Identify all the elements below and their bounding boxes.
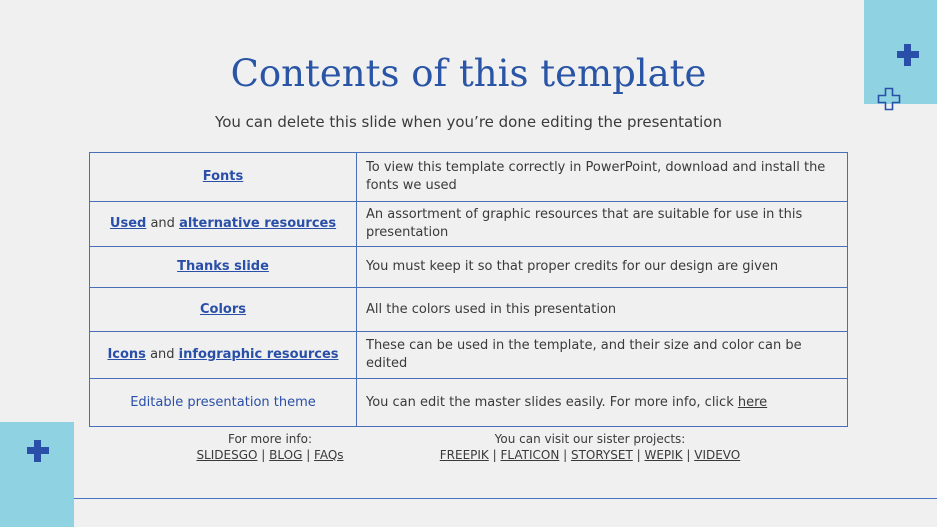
footer-links bbox=[430, 447, 750, 463]
storyset-link[interactable]: STORYSET bbox=[570, 448, 633, 462]
table-cell-label bbox=[90, 332, 357, 379]
table-cell-description bbox=[357, 379, 848, 427]
page-subtitle: You can delete this slide when you’re done editing the presentation bbox=[215, 113, 722, 131]
faqs-link[interactable]: FAQs bbox=[314, 448, 344, 462]
bottom-divider bbox=[74, 498, 937, 499]
fonts-link[interactable]: Fonts bbox=[202, 169, 244, 184]
infographic-resources-link[interactable]: infographic resources bbox=[178, 347, 339, 362]
table-row bbox=[90, 247, 848, 288]
flaticon-link[interactable]: FLATICON bbox=[500, 448, 560, 462]
thanks-slide-link[interactable]: Thanks slide bbox=[177, 259, 269, 274]
table-row bbox=[90, 379, 848, 427]
label-connector: and bbox=[150, 347, 175, 362]
table-cell-label bbox=[90, 202, 357, 247]
blog-link[interactable]: BLOG bbox=[269, 448, 303, 462]
footer-heading: You can visit our sister projects: bbox=[494, 432, 686, 446]
label-connector: and bbox=[150, 216, 175, 231]
table-cell-description: You must keep it so that proper credits for our design are given bbox=[357, 247, 848, 288]
table-row bbox=[90, 153, 848, 202]
footer-sister-projects bbox=[430, 431, 750, 463]
colors-link[interactable]: Colors bbox=[199, 301, 246, 317]
table-cell-description: To view this template correctly in PowerPoint, download and install the fonts we used bbox=[357, 153, 848, 202]
table-cell-description: These can be used in the template, and their size and color can be edited bbox=[357, 332, 848, 379]
table-row bbox=[90, 288, 848, 332]
link-separator: | bbox=[302, 448, 315, 462]
link-separator: | bbox=[488, 448, 501, 462]
table-cell-label bbox=[90, 379, 357, 427]
plus-icon bbox=[27, 440, 49, 462]
link-separator: | bbox=[632, 448, 645, 462]
here-link[interactable]: here bbox=[737, 394, 768, 410]
videvo-link[interactable]: VIDEVO bbox=[694, 448, 741, 462]
alternative-resources-link[interactable]: alternative resources bbox=[179, 216, 337, 231]
table-row bbox=[90, 332, 848, 379]
used-link[interactable]: Used bbox=[109, 216, 147, 231]
footer-links bbox=[160, 447, 380, 463]
footer-heading: For more info: bbox=[227, 432, 312, 446]
link-separator: | bbox=[559, 448, 571, 462]
table-cell-label bbox=[90, 247, 357, 288]
slidesgo-link[interactable]: SLIDESGO bbox=[196, 448, 258, 462]
icons-link[interactable]: Icons bbox=[107, 347, 146, 362]
table-row bbox=[90, 202, 848, 247]
freepik-link[interactable]: FREEPIK bbox=[439, 448, 489, 462]
table-cell-description: An assortment of graphic resources that are suitable for use in this presentation bbox=[357, 202, 848, 247]
wepik-link[interactable]: WEPIK bbox=[644, 448, 683, 462]
contents-table bbox=[89, 152, 848, 427]
footer-more-info bbox=[160, 431, 380, 463]
table-cell-description: All the colors used in this presentation bbox=[357, 288, 848, 332]
corner-decoration-bottom-left bbox=[0, 422, 74, 527]
description-text: You can edit the master slides easily. For more info, click bbox=[366, 394, 734, 410]
link-separator: | bbox=[682, 448, 695, 462]
page-title: Contents of this template bbox=[230, 52, 707, 95]
table-cell-label bbox=[90, 153, 357, 202]
link-separator: | bbox=[257, 448, 270, 462]
table-cell-label bbox=[90, 288, 357, 332]
editable-theme-label: Editable presentation theme bbox=[130, 394, 316, 410]
